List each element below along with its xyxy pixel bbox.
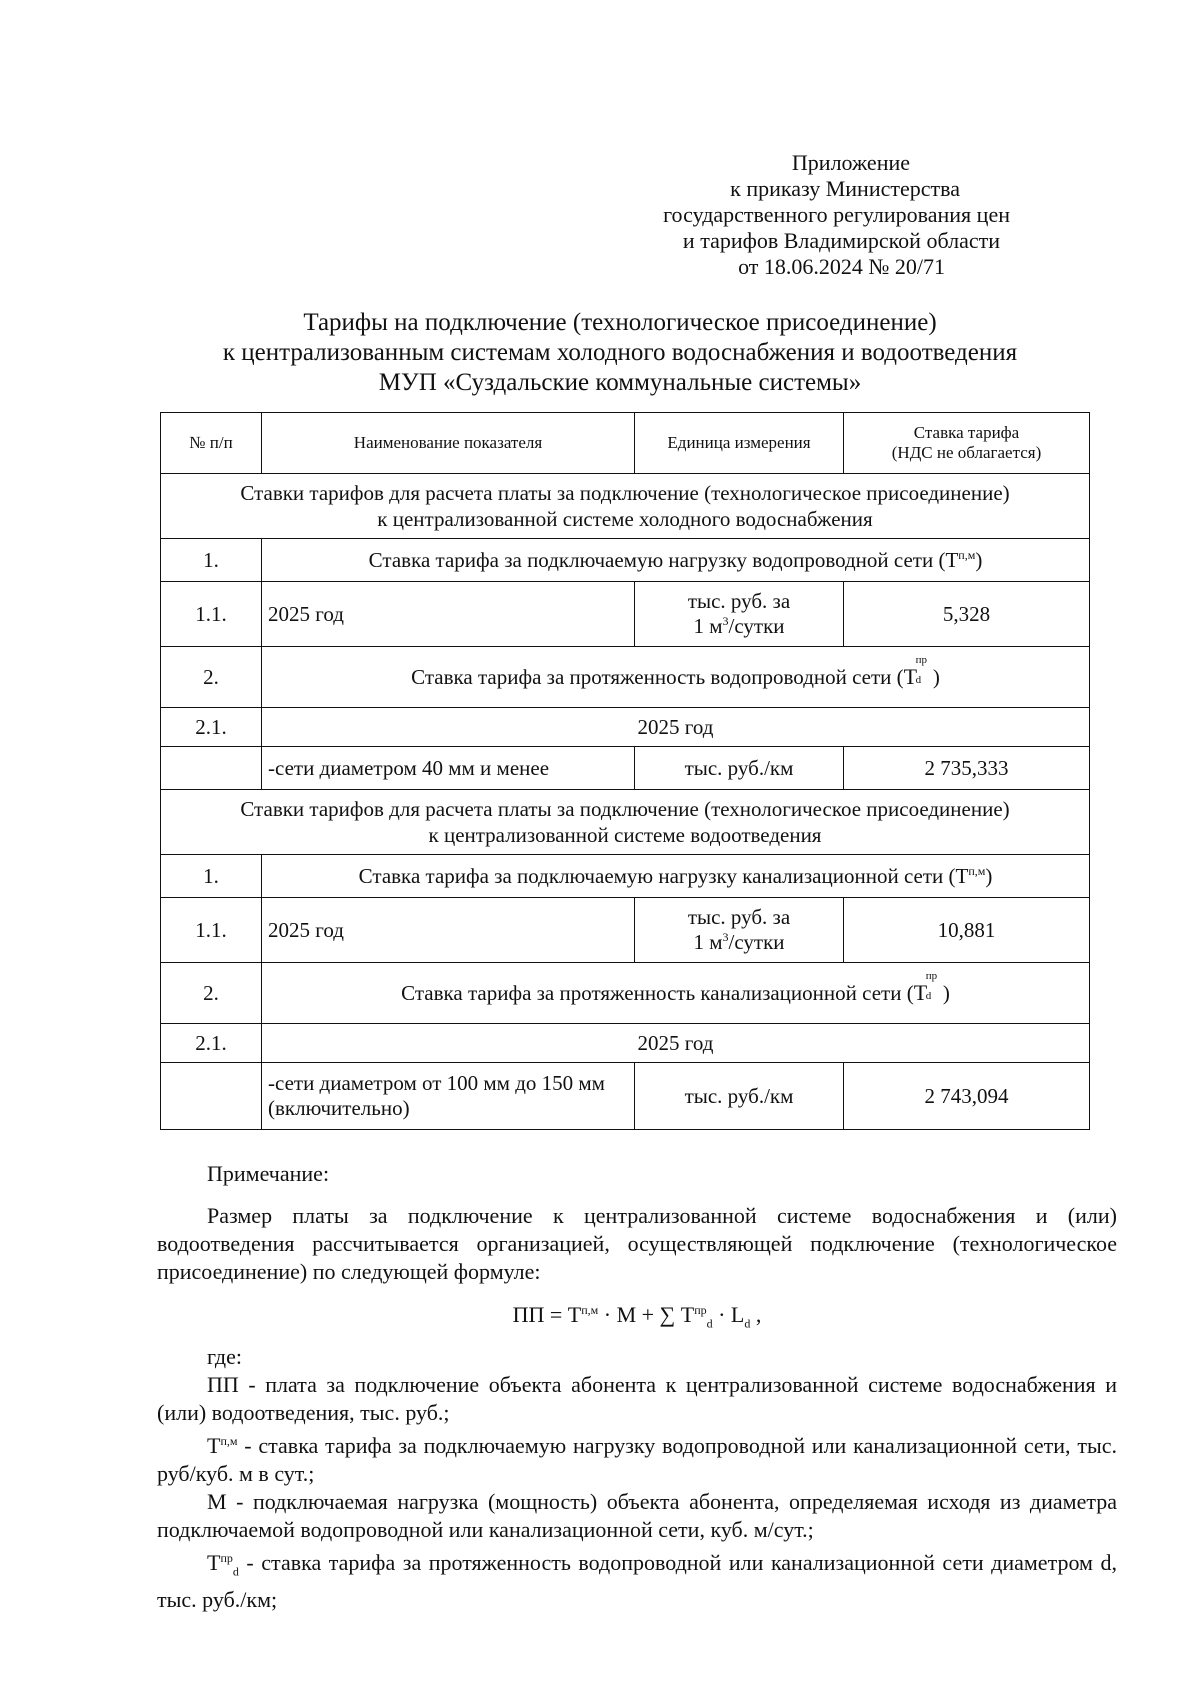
section-title (161, 474, 1090, 539)
def-sup: пр (220, 1551, 233, 1566)
caption-sup: п,м (968, 863, 986, 878)
row-caption (262, 539, 1090, 582)
row-year: 2025 год (262, 1024, 1090, 1063)
appendix-header (590, 150, 1010, 280)
table-row (161, 1063, 1090, 1130)
row-unit: тыс. руб./км (635, 1063, 844, 1130)
appendix-line: Приложение (791, 150, 910, 175)
row-num: 1. (161, 855, 262, 898)
appendix-line: к приказу Министерства (730, 176, 960, 201)
note-heading: Примечание: (207, 1161, 330, 1186)
caption-text: Ставка тарифа за подключаемую нагрузку канализационной сети (Т (358, 863, 969, 888)
row-caption (262, 855, 1090, 898)
definition-td (157, 1544, 1117, 1613)
table-row (161, 539, 1090, 582)
formula-part: · M + ∑ Т (598, 1302, 695, 1327)
appendix-date: от 18.06.2024 № 20/71 (738, 254, 945, 279)
header-rate-line: Ставка тарифа (913, 423, 1020, 442)
formula (157, 1296, 1117, 1337)
unit-sup: 3 (722, 614, 729, 628)
symbol-sup: пр (925, 970, 938, 982)
caption-close: ) (985, 863, 993, 888)
note-section (157, 1160, 1117, 1614)
def-symbol: Т (207, 1550, 221, 1576)
def-sub: d (232, 1564, 239, 1579)
unit-tail: /сутки (728, 930, 785, 954)
row-num: 2.1. (161, 708, 262, 747)
row-unit (635, 582, 844, 647)
caption-close: ) (975, 547, 983, 572)
row-caption (262, 963, 1090, 1024)
formula-part: , (750, 1302, 762, 1327)
unit-line: тыс. руб. за (687, 905, 791, 929)
title-line: Тарифы на подключение (технологическое присоединение) (303, 309, 937, 336)
row-unit: тыс. руб./км (635, 747, 844, 790)
caption-close: ) (932, 665, 940, 689)
appendix-line: и тарифов Владимирской области (682, 228, 1000, 253)
note-where: где: (207, 1344, 242, 1370)
def-sup: п,м (220, 1434, 238, 1449)
row-num: 1.1. (161, 898, 262, 963)
symbol-letter: Т (903, 664, 918, 689)
section-title-line: к централизованной системе холодного водоснабжения (377, 507, 873, 531)
formula-sup: п,м (581, 1303, 599, 1317)
row-name: 2025 год (262, 898, 635, 963)
unit-line: 1 м (693, 614, 723, 638)
row-rate: 5,328 (844, 582, 1090, 647)
def-text: - ставка тарифа за протяженность водопроводной или канализационной сети диаметром d, тыс. руб./км; (157, 1550, 1117, 1612)
appendix-line: государственного регулирования цен (663, 202, 1010, 227)
definition-t (157, 1427, 1117, 1488)
row-rate: 2 735,333 (844, 747, 1090, 790)
unit-line: тыс. руб. за (687, 589, 791, 613)
section-title-line: к централизованной системе водоотведения (428, 823, 822, 847)
symbol-sub: d (925, 990, 932, 1002)
table-row (161, 898, 1090, 963)
row-year: 2025 год (262, 708, 1090, 747)
row-num (161, 747, 262, 790)
row-num: 2. (161, 963, 262, 1024)
unit-line: 1 м (693, 930, 723, 954)
definition-m: М - подключаемая нагрузка (мощность) объекта абонента, определяемая исходя из диаметра подключаемой водопроводной или канализационной сети, куб. м/сут.; (157, 1489, 1117, 1543)
unit-sup: 3 (722, 930, 729, 944)
definition-pp: ПП - плата за подключение объекта абонента к централизованной системе водоснабжения и (или) водоотведения, тыс. руб.; (157, 1372, 1117, 1426)
header-unit: Единица измерения (635, 413, 844, 474)
formula-part: ПП = Т (512, 1302, 582, 1327)
row-unit (635, 898, 844, 963)
caption-text: Ставка тарифа за подключаемую нагрузку водопроводной сети (Т (368, 547, 959, 572)
title-line: к централизованным системам холодного водоснабжения и водоотведения (222, 339, 1018, 366)
section-title-line: Ставки тарифов для расчета платы за подключение (технологическое присоединение) (240, 481, 1010, 505)
row-name: -сети диаметром от 100 мм до 150 мм (включительно) (262, 1063, 635, 1130)
tariff-symbol (903, 654, 928, 690)
formula-part: · L (712, 1302, 745, 1327)
symbol-letter: Т (913, 980, 928, 1005)
table-row (161, 855, 1090, 898)
note-intro: Размер платы за подключение к централизованной системе водоснабжения и (или) водоотведения рассчитывается организацией, осуществляющей подключение (технологическое присоединение) по следующей формуле: (157, 1203, 1117, 1284)
tariff-table (160, 412, 1090, 1130)
header-rate (844, 413, 1090, 474)
row-num: 2. (161, 647, 262, 708)
formula-sup: пр (694, 1303, 707, 1317)
section-title-line: Ставки тарифов для расчета платы за подключение (технологическое присоединение) (240, 797, 1010, 821)
caption-text: Ставка тарифа за протяженность канализационной сети ( (401, 981, 914, 1005)
header-rate-line: (НДС не облагается) (891, 443, 1042, 462)
document-title (150, 308, 1090, 398)
row-num: 2.1. (161, 1024, 262, 1063)
unit-tail: /сутки (728, 614, 785, 638)
row-num (161, 1063, 262, 1130)
header-name: Наименование показателя (262, 413, 635, 474)
tariff-symbol (913, 970, 938, 1006)
symbol-sup: пр (915, 654, 928, 666)
table-row (161, 963, 1090, 1024)
row-rate: 10,881 (844, 898, 1090, 963)
row-name: 2025 год (262, 582, 635, 647)
section-title (161, 790, 1090, 855)
formula-sub: d (744, 1316, 751, 1331)
row-rate: 2 743,094 (844, 1063, 1090, 1130)
formula-sub: d (706, 1316, 713, 1331)
title-line: МУП «Суздальские коммунальные системы» (378, 369, 862, 396)
section-row-water (161, 474, 1090, 539)
row-num: 1.1. (161, 582, 262, 647)
symbol-sub: d (915, 674, 922, 686)
table-row (161, 708, 1090, 747)
header-num: № п/п (161, 413, 262, 474)
def-symbol: Т (207, 1433, 221, 1459)
table-row (161, 647, 1090, 708)
row-caption (262, 647, 1090, 708)
table-row (161, 1024, 1090, 1063)
section-row-sewer (161, 790, 1090, 855)
caption-sup: п,м (958, 547, 976, 562)
table-row (161, 582, 1090, 647)
row-name: -сети диаметром 40 мм и менее (262, 747, 635, 790)
def-text: - ставка тарифа за подключаемую нагрузку водопроводной или канализационной сети, тыс. руб/куб. м в сут.; (157, 1433, 1117, 1487)
row-num: 1. (161, 539, 262, 582)
caption-close: ) (942, 981, 950, 1005)
table-row (161, 747, 1090, 790)
table-header-row (161, 413, 1090, 474)
caption-text: Ставка тарифа за протяженность водопроводной сети ( (411, 665, 904, 689)
